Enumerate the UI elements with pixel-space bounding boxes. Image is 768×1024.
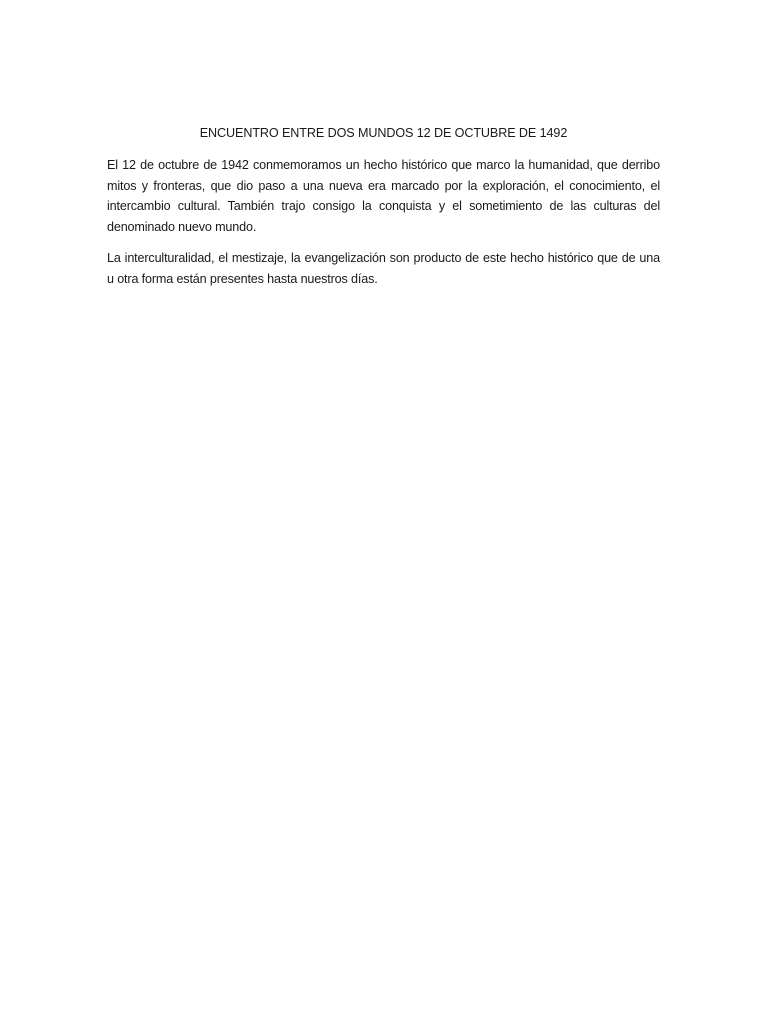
paragraph-1: El 12 de octubre de 1942 conmemoramos un hecho histórico que marco la humanidad, que derribo mitos y fronteras, que dio paso a una nueva era marcado por la exploración, el conocimiento, el intercambio cultural. También trajo consigo la conquista y el sometimiento de las culturas del denominado nuevo mundo. — [107, 158, 660, 234]
document-title: ENCUENTRO ENTRE DOS MUNDOS 12 DE OCTUBRE DE 1492 — [199, 126, 568, 140]
document-body — [107, 123, 660, 300]
paragraph-2: La interculturalidad, el mestizaje, la evangelización son producto de este hecho histórico que de una u otra forma están presentes hasta nuestros días. — [107, 251, 660, 286]
